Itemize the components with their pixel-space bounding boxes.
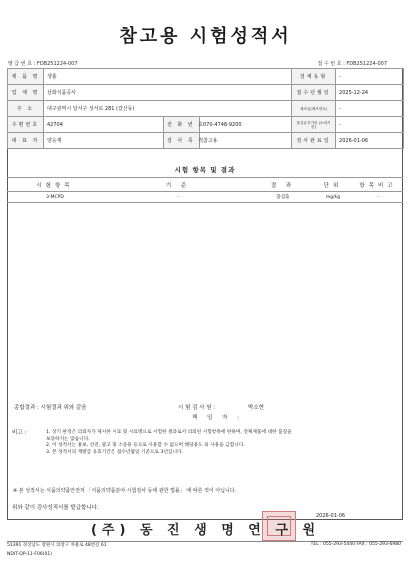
test-type-label: 검체유형 bbox=[292, 69, 336, 85]
header-unit: 단위 bbox=[313, 178, 353, 192]
expiry-label: 품질유지기한 (소비기한) bbox=[292, 117, 336, 133]
product-label: 제 품 명 bbox=[8, 69, 44, 85]
company-address: 51391 경상남도 창원시 의창구 차룡로 48번길 61 bbox=[7, 543, 107, 548]
row-standard: - bbox=[103, 192, 253, 203]
company-name: (주) 동 진 생 명 연 구 원 bbox=[90, 523, 321, 538]
row-note: - bbox=[353, 192, 403, 203]
tester-name: 박소현 bbox=[248, 405, 264, 411]
zip-label: 우편번호 bbox=[8, 117, 44, 133]
remark-line: 2. 이 성적서는 홍보, 선전, 광고 및 소송용 등으로 사용할 수 없으며 해당용도 외 사용을 금합니다. bbox=[46, 443, 245, 448]
purpose-label: 검 사 목 적 bbox=[164, 133, 200, 149]
remark-line: 보증하지는 않습니다. bbox=[46, 436, 90, 442]
header-standard: 기 준 bbox=[103, 178, 253, 192]
overall-result: 종합결과 : 시험결과 위와 같음 bbox=[14, 405, 87, 411]
rep-label: 대 표 자 bbox=[8, 133, 44, 149]
header-item: 시험항목 bbox=[7, 178, 103, 192]
tester-label: 시 험 검 사 원 : bbox=[178, 405, 216, 411]
address-value: 대구광역시 달서구 성서로 281 (갈산동) bbox=[44, 101, 292, 117]
receipt-number: 접 수 번 호 : FDB251224-007 bbox=[317, 61, 387, 67]
header-note: 항목비고 bbox=[353, 178, 403, 192]
phone-value: 070-4748-9200 bbox=[200, 117, 292, 133]
remark-line: 3. 본 성적서의 재발급 유효기간은 접수년월일 기준으로 3년입니다. bbox=[46, 449, 184, 455]
phone-label: 전 화 번 호 bbox=[164, 117, 200, 133]
issue-number: 발 급 번 호 : FDB251224-007 bbox=[8, 61, 78, 67]
footnote: ※ 본 성적서는 식품의약품안전처 「식품의약품분야 시험검사 등에 관한 법률」 에 따른 것이 아닙니다. bbox=[13, 488, 237, 494]
company-value: 삼화식품공사 bbox=[44, 85, 292, 101]
receipt-date-label: 접수년월일 bbox=[292, 85, 336, 101]
results-section-title: 시험 항목 및 결과 bbox=[174, 166, 236, 174]
certify-statement: 위와 같이 검사성적서를 발급합니다. bbox=[12, 505, 99, 511]
mfg-date-label: 제조일(제조번호) bbox=[292, 101, 336, 117]
header-result: 결 과 bbox=[253, 178, 313, 192]
row-item: 3-MCPD bbox=[7, 192, 103, 203]
rep-value: 양승재 bbox=[44, 133, 164, 149]
remarks-label: 비고 : bbox=[12, 430, 27, 436]
remarks-list bbox=[46, 430, 396, 456]
complete-date-value: 2026-01-06 bbox=[336, 133, 404, 149]
test-type-value: - bbox=[336, 69, 404, 85]
manager-label: 책 임 자 : bbox=[192, 415, 244, 421]
info-table bbox=[7, 68, 404, 149]
complete-date-label: 검사완료일 bbox=[292, 133, 336, 149]
remark-line: 1. 상기 판정은 의뢰자가 제시한 시료 및 시료명으로 시험한 결과로서 의뢰된 시험항목에 한하며, 전체제품에 대한 품질을 bbox=[46, 430, 292, 435]
results-table bbox=[7, 177, 403, 203]
issue-date: 2026-01-06 bbox=[316, 513, 346, 519]
row-unit: mg/kg bbox=[313, 192, 353, 203]
mfg-date-value: - bbox=[336, 101, 404, 117]
document-title: 참고용 시험성적서 bbox=[119, 26, 292, 47]
address-label: 주 소 bbox=[8, 101, 44, 117]
table-row bbox=[7, 192, 403, 203]
expiry-value: - bbox=[336, 117, 404, 133]
form-number: NDIT-QP-11-F06(01) bbox=[7, 552, 52, 557]
zip-value: 42704 bbox=[44, 117, 164, 133]
company-label: 업 체 명 bbox=[8, 85, 44, 101]
product-value: 생톨 bbox=[44, 69, 292, 85]
receipt-date-value: 2025-12-24 bbox=[336, 85, 404, 101]
purpose-value: 참고용 bbox=[200, 133, 292, 149]
company-contact: TEL : 055-293-5440 FAX : 055-293-6980 bbox=[310, 542, 401, 547]
row-result: 불검출 bbox=[253, 192, 313, 203]
